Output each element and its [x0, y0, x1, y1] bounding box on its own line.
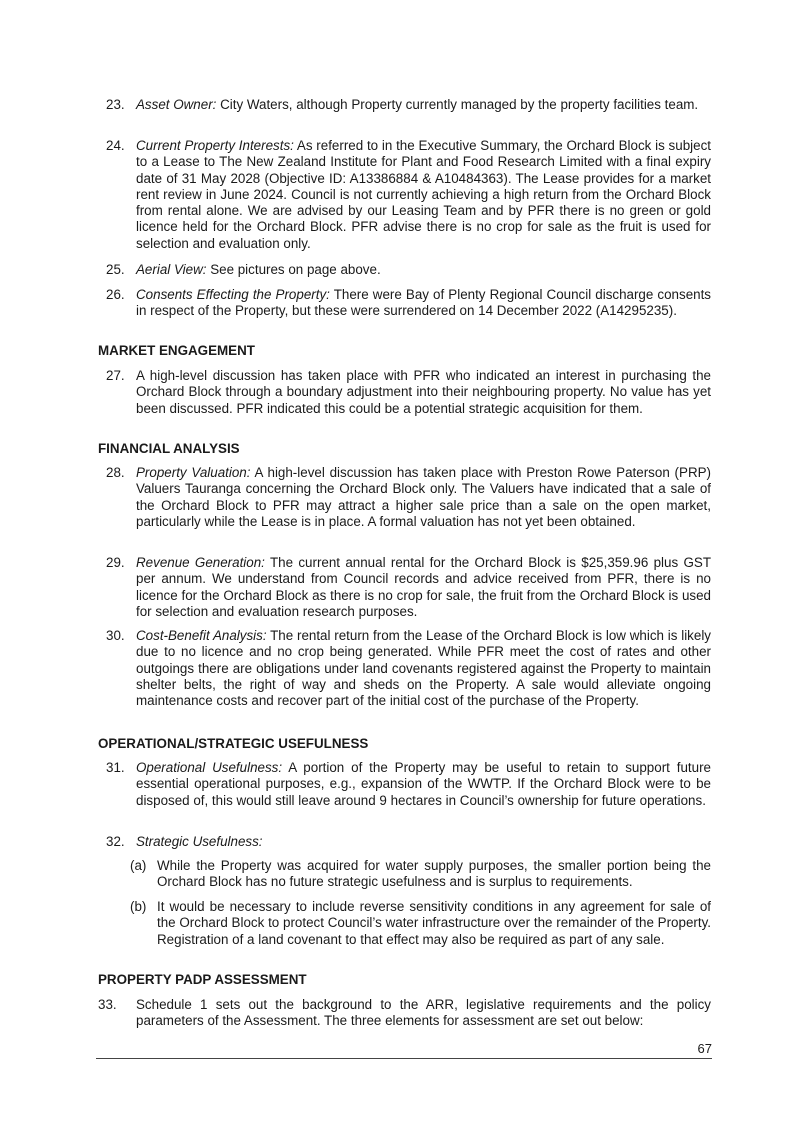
- paragraph-body: See pictures on page above.: [206, 262, 381, 277]
- paragraph-29: [98, 555, 711, 620]
- paragraph-body: A portion of the Property may be useful to retain to support future essential operational purposes, e.g., expansion of the WWTP. If the Orchard Block were to be disposed of, this would still leave around 9 hectares in Council’s ownership for future operations.: [136, 760, 711, 808]
- paragraph-number: 31.: [106, 760, 125, 775]
- paragraph-32: [98, 834, 711, 850]
- paragraph-text: [136, 97, 711, 113]
- footer-rule: [96, 1058, 712, 1059]
- paragraph-30: [98, 628, 711, 709]
- paragraph-26: [98, 287, 711, 320]
- paragraph-text: [136, 138, 711, 252]
- paragraph-text: [136, 262, 711, 278]
- paragraph-number: 25.: [106, 262, 125, 277]
- paragraph-28: [98, 465, 711, 530]
- paragraph-text: Schedule 1 sets out the background to the ARR, legislative requirements and the policy parameters of the Assessment. The three elements for assessment are set out below:: [136, 997, 711, 1029]
- subparagraph-32a: [130, 858, 711, 891]
- paragraph-23: [98, 97, 711, 113]
- paragraph-text: [136, 760, 711, 809]
- paragraph-number: 27.: [106, 368, 125, 383]
- section-heading-property-padp: PROPERTY PADP ASSESSMENT: [98, 972, 307, 987]
- paragraph-label: Strategic Usefulness:: [136, 834, 263, 849]
- subparagraph-32b: [130, 899, 711, 948]
- paragraph-number: 32.: [106, 834, 125, 849]
- subparagraph-letter: (a): [130, 858, 147, 873]
- paragraph-33: [98, 997, 711, 1030]
- paragraph-label: Consents Effecting the Property:: [136, 287, 330, 302]
- paragraph-text: [136, 287, 711, 320]
- paragraph-text: [136, 834, 711, 850]
- paragraph-text: [136, 465, 711, 530]
- paragraph-label: Operational Usefulness:: [136, 760, 283, 775]
- paragraph-label: Current Property Interests:: [136, 138, 294, 153]
- paragraph-27: [98, 368, 711, 417]
- paragraph-body: As referred to in the Executive Summary, the Orchard Block is subject to a Lease to The New Zealand Institute for Plant and Food Research Limited with a final expiry date of 31 May 2028 (Objective ID: A13386884 & A10484363). The Lease provides for a market rent review in June 2024. Council is not currently achieving a high return from the Orchard Block from rental alone. We are advised by our Leasing Team and by PFR there is no green or gold licence held for the Orchard Block. PFR advise there is no crop for sale as the fruit is used for selection and evaluation only.: [136, 138, 711, 251]
- paragraph-25: [98, 262, 711, 278]
- paragraph-body: The current annual rental for the Orchard Block is $25,359.96 plus GST per annum. We understand from Council records and advice received from PFR, there is no licence for the Orchard Block as there is no crop for sale, the fruit from the Orchard Block is used for selection and evaluation research purposes.: [136, 555, 711, 619]
- paragraph-number: 33.: [98, 997, 117, 1012]
- paragraph-31: [98, 760, 711, 809]
- paragraph-body: A high-level discussion has taken place with Preston Rowe Paterson (PRP) Valuers Tauranga concerning the Orchard Block only. The Valuers have indicated that a sale of the Orchard Block to PFR may attract a higher sale price than a sale on the open market, particularly while the Lease is in place. A formal valuation has not yet been obtained.: [136, 465, 711, 529]
- paragraph-label: Aerial View:: [136, 262, 207, 277]
- paragraph-number: 29.: [106, 555, 125, 570]
- paragraph-body: The rental return from the Lease of the Orchard Block is low which is likely due to no licence and no crop being generated. While PFR meet the cost of rates and other outgoings there are obligations under land covenants registered against the Property to maintain shelter belts, the right of way and sheds on the Property. A sale would alleviate ongoing maintenance costs and recover part of the initial cost of the purchase of the Property.: [136, 628, 711, 709]
- paragraph-number: 23.: [106, 97, 125, 112]
- paragraph-number: 26.: [106, 287, 125, 302]
- page-number: 67: [697, 1041, 712, 1056]
- paragraph-number: 28.: [106, 465, 125, 480]
- paragraph-label: Revenue Generation:: [136, 555, 265, 570]
- section-heading-financial-analysis: FINANCIAL ANALYSIS: [98, 441, 240, 456]
- subparagraph-text: It would be necessary to include reverse sensitivity conditions in any agreement for sale of the Orchard Block to protect Council’s water infrastructure over the remainder of the Property. Registration of a land covenant to that effect may also be required as part of any sale.: [157, 899, 711, 947]
- paragraph-label: Cost-Benefit Analysis:: [136, 628, 267, 643]
- subparagraph-text: While the Property was acquired for water supply purposes, the smaller portion being the Orchard Block has no future strategic usefulness and is surplus to requirements.: [157, 858, 711, 890]
- paragraph-text: [136, 628, 711, 709]
- paragraph-number: 30.: [106, 628, 125, 643]
- section-heading-market-engagement: MARKET ENGAGEMENT: [98, 343, 255, 358]
- subparagraph-letter: (b): [130, 899, 147, 914]
- section-heading-operational-strategic: OPERATIONAL/STRATEGIC USEFULNESS: [98, 736, 369, 751]
- paragraph-body: City Waters, although Property currently managed by the property facilities team.: [216, 97, 699, 112]
- paragraph-label: Property Valuation:: [136, 465, 251, 480]
- paragraph-label: Asset Owner:: [136, 97, 217, 112]
- paragraph-text: A high-level discussion has taken place with PFR who indicated an interest in purchasing the Orchard Block through a boundary adjustment into their neighbouring property. No value has yet been discussed. PFR indicated this could be a potential strategic acquisition for them.: [136, 368, 711, 416]
- paragraph-text: [136, 555, 711, 620]
- paragraph-24: [98, 138, 711, 252]
- paragraph-number: 24.: [106, 138, 125, 153]
- paragraph-body: There were Bay of Plenty Regional Council discharge consents in respect of the Property, but these were surrendered on 14 December 2022 (A14295235).: [136, 287, 712, 319]
